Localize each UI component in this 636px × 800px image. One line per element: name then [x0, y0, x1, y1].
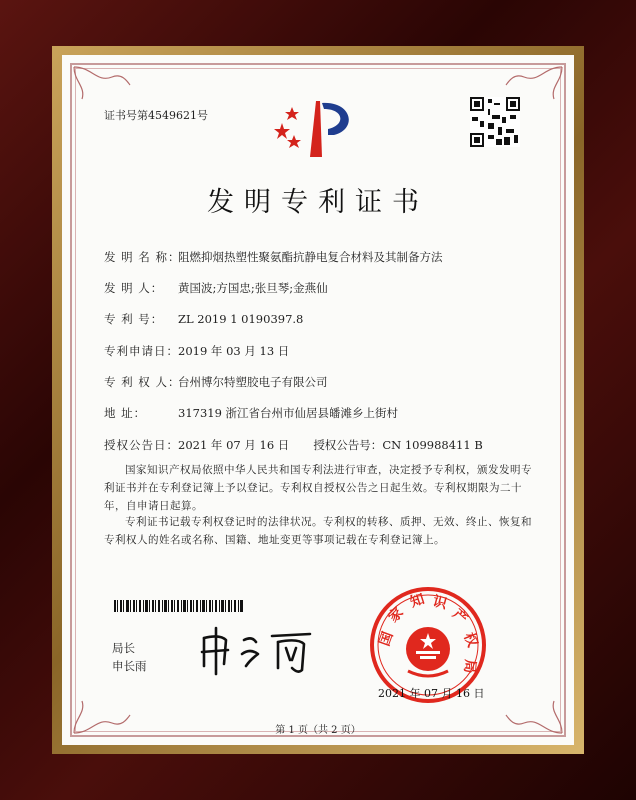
svg-text:权: 权 [460, 630, 481, 650]
signature-icon [192, 620, 322, 680]
barcode-icon [114, 600, 244, 612]
field-filing-date [104, 343, 289, 359]
certificate-paragraph: 国家知识产权局依照中华人民共和国专利法进行审查，决定授予专利权，颁发发明专利证书并在专利登记簿上予以登记。专利权自授权公告之日起生效。专利权期限为二十年，自申请日起算。 [104, 464, 532, 512]
svg-text:知: 知 [408, 591, 427, 611]
field-address [104, 405, 398, 421]
svg-text:产: 产 [449, 606, 471, 628]
field-patentee [104, 374, 328, 390]
field-value: 2019 年 03 月 13 日 [178, 344, 290, 358]
field-value: 阻燃抑烟热塑性聚氨酯抗静电复合材料及其制备方法 [178, 250, 443, 264]
certificate-paragraph: 专利证书记载专利权登记时的法律状况。专利权的转移、质押、无效、终止、恢复和专利权人的姓名或名称、国籍、地址变更等事项记载在专利登记簿上。 [104, 516, 532, 546]
svg-text:局: 局 [460, 658, 478, 674]
director-name: 申长雨 [112, 659, 147, 673]
page-number: 第 1 页（共 2 页） [275, 725, 361, 736]
field-invention-name [104, 249, 443, 265]
field-inventor [104, 280, 328, 296]
field-label: 授权公告号： [313, 438, 383, 452]
certificate-paper [62, 55, 574, 745]
field-value: CN 109988411 B [382, 438, 483, 452]
seal-date: 2021 年 07 月 16 日 [378, 687, 485, 700]
svg-text:国: 国 [376, 629, 397, 649]
svg-text:识: 识 [430, 593, 449, 613]
field-value: 黄国波;方国忠;张旦琴;金燕仙 [178, 281, 328, 295]
qr-code-icon [470, 97, 520, 147]
svg-text:家: 家 [385, 604, 407, 626]
certificate-number: 证书号第4549621号 [104, 109, 208, 122]
field-patent-number [104, 311, 303, 327]
field-label: 地 址： [104, 406, 147, 420]
field-label: 专 利 权 人： [104, 375, 181, 389]
field-value: 317319 浙江省台州市仙居县皤滩乡上街村 [178, 406, 399, 420]
cnipa-logo-icon [272, 95, 362, 165]
page-title: 发明专利证书 [207, 187, 429, 218]
field-value: ZL 2019 1 0190397.8 [178, 312, 304, 326]
field-label: 专利申请日： [104, 344, 179, 358]
field-label: 发 明 人： [104, 281, 164, 295]
field-label: 专 利 号： [104, 312, 164, 326]
field-label: 授权公告日： [104, 438, 179, 452]
field-value: 台州博尔特塑胶电子有限公司 [178, 375, 328, 389]
field-grant-date [104, 437, 483, 453]
field-label: 发 明 名 称： [104, 250, 181, 264]
director-title: 局长 [112, 641, 135, 655]
field-value: 2021 年 07 月 16 日 [178, 438, 290, 452]
corner-ornament-icon [72, 65, 132, 105]
